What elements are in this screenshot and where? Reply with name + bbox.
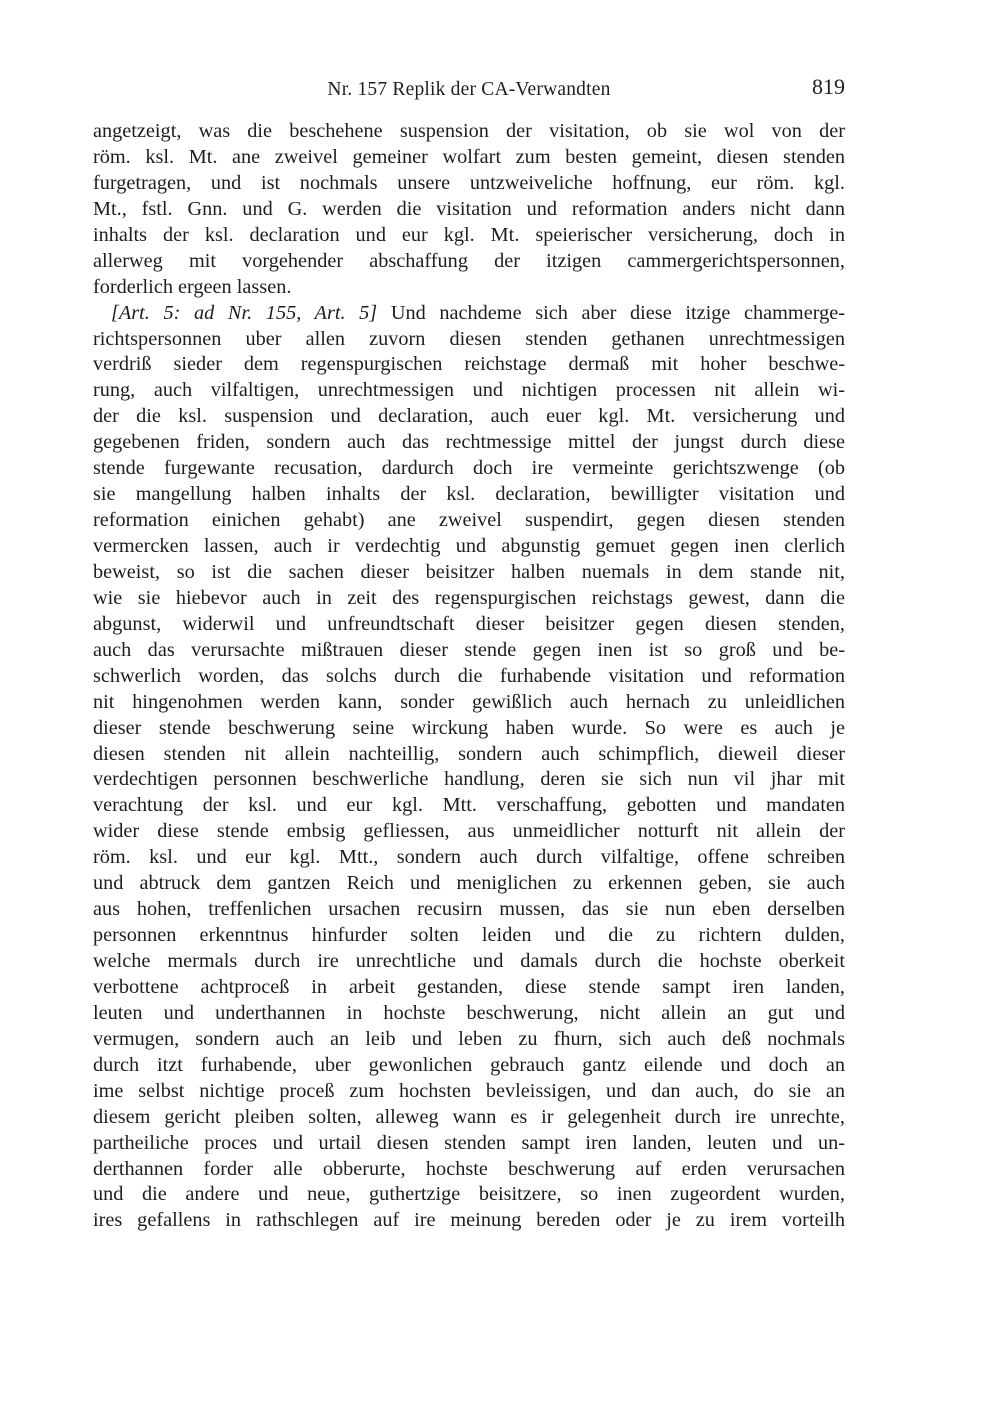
text-line: welche mermals durch ire unrechtliche und damals durch die hochste oberkeit	[93, 950, 845, 972]
text-block	[93, 76, 845, 1234]
text-line: beweist, so ist die sachen dieser beisitzer halben nuemals in dem stande nit,	[93, 560, 845, 583]
text-line: und die andere und neue, guthertzige beisitzere, so inen zugeordent wurden,	[93, 1183, 845, 1206]
text-line: schwerlich worden, das solchs durch die furhabende visitation und reformation	[93, 664, 845, 687]
text-line: verdriß sieder dem regenspurgischen reichstage dermaß mit hoher beschwe-	[93, 353, 845, 376]
text-line: verachtung der ksl. und eur kgl. Mtt. verschaffung, gebotten und mandaten	[93, 794, 845, 817]
text-line: verbottene achtproceß in arbeit gestanden, diese stende sampt iren landen,	[93, 975, 845, 998]
text-line: inhalts der ksl. declaration und eur kgl. Mt. speierischer versicherung, doch in	[93, 223, 845, 246]
text-line: reformation einichen gehabt) ane zweivel suspendirt, gegen diesen stenden	[93, 509, 845, 532]
text-line: vermugen, sondern auch an leib und leben zu fhurn, sich auch deß nochmals	[93, 1027, 845, 1050]
text-line: partheiliche proces und urtail diesen stenden sampt iren landen, leuten und un-	[93, 1131, 845, 1154]
text-line: gegebenen friden, sondern auch das rechtmessige mittel der jungst durch diese	[93, 431, 845, 454]
text-line: personnen erkenntnus hinfurder solten leiden und die zu richtern dulden,	[93, 924, 845, 947]
text-line: verdechtigen personnen beschwerliche handlung, deren sie sich nun vil jhar mit	[93, 768, 845, 791]
text-line: richtspersonnen uber allen zuvorn diesen stenden gethanen unrechtmessigen	[93, 327, 845, 350]
text-line: stende furgewante recusation, dardurch doch ire vermeinte gerichtszwenge (ob	[93, 457, 845, 480]
text-line: Mt., fstl. Gnn. und G. werden die visitation und reformation anders nicht dann	[93, 197, 845, 220]
text-line: furgetragen, und ist nochmals unsere untzweiveliche hoffnung, eur röm. kgl.	[93, 171, 845, 194]
text-line: wie sie hiebevor auch in zeit des regenspurgischen reichstags gewest, dann die	[93, 586, 845, 609]
text-line-paragraph-start	[93, 301, 845, 327]
text-line: der die ksl. suspension und declaration, auch euer kgl. Mt. versicherung und	[93, 405, 845, 428]
text-line: auch das verursachte mißtrauen dieser stende gegen inen ist so groß und be-	[93, 638, 845, 661]
text-line: abgunst, widerwil und unfreundtschaft dieser beisitzer gegen diesen stenden,	[93, 612, 845, 635]
text-line: sie mangellung halben inhalts der ksl. declaration, bewilligter visitation und	[93, 483, 845, 506]
text-line: allerweg mit vorgehender abschaffung der itzigen cammergerichtspersonnen,	[93, 249, 845, 272]
text-line: und abtruck dem gantzen Reich und meniglichen zu erkennen geben, sie auch	[93, 872, 845, 895]
text-line: durch itzt furhabende, uber gewonlichen gebrauch gantz eilende und doch an	[93, 1053, 845, 1076]
article-reference-italic: [Art. 5: ad Nr. 155, Art. 5]	[111, 301, 378, 324]
text-line: ires gefallens in rathschlegen auf ire meinung bereden oder je zu irem vorteilh	[93, 1209, 845, 1232]
text-line: vermercken lassen, auch ir verdechtig und abgunstig gemuet gegen inen clerlich	[93, 535, 845, 557]
text-line: aus hohen, treffenlichen ursachen recusirn mussen, das sie nun eben derselben	[93, 898, 845, 921]
text-line: rung, auch vilfaltigen, unrechtmessigen und nichtigen processen nit allein wi-	[93, 379, 845, 402]
running-header	[93, 76, 845, 106]
text-line: forderlich ergeen lassen.	[93, 275, 292, 298]
text-line: röm. ksl. und eur kgl. Mtt., sondern auch durch vilfaltige, offene schreiben	[93, 846, 845, 869]
text-line: leuten und underthannen in hochste beschwerung, nicht allein an gut und	[93, 1001, 845, 1024]
running-header-title: Nr. 157 Replik der CA-Verwandten	[327, 79, 611, 100]
text-line: angetzeigt, was die beschehene suspension der visitation, ob sie wol von der	[93, 120, 845, 142]
text-line: wider diese stende embsig gefliessen, aus unmeidlicher notturft nit allein der	[93, 820, 845, 843]
text-line: derthannen forder alle obberurte, hochste beschwerung auf erden verursachen	[93, 1157, 845, 1180]
body-text	[93, 119, 845, 1234]
text-line: ime selbst nichtige proceß zum hochsten bevleissigen, und dan auch, do sie an	[93, 1079, 845, 1102]
page-number: 819	[812, 74, 845, 99]
text-line: dieser stende beschwerung seine wirckung haben wurde. So were es auch je	[93, 716, 845, 739]
text-line-segment: Und nachdeme sich aber diese itzige chammerge-	[377, 301, 845, 324]
text-line: nit hingenohmen werden kann, sonder gewißlich auch hernach zu unleidlichen	[93, 690, 845, 713]
text-line: diesem gericht pleiben solten, alleweg wann es ir gelegenheit durch ire unrechte,	[93, 1105, 845, 1128]
text-line: röm. ksl. Mt. ane zweivel gemeiner wolfart zum besten gemeint, diesen stenden	[93, 145, 845, 168]
text-line: diesen stenden nit allein nachteillig, sondern auch schimpflich, dieweil dieser	[93, 742, 845, 765]
